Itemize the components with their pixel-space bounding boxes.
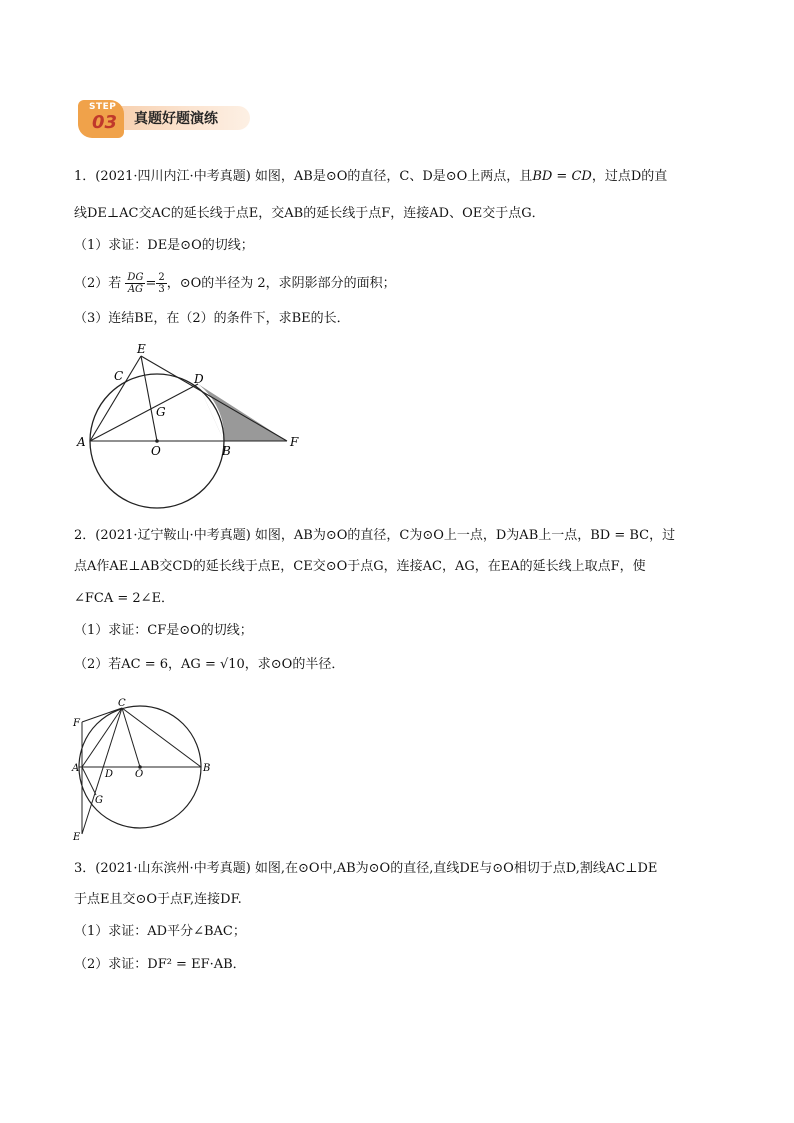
p2-label-b: B (203, 763, 211, 774)
p1-label-b: B (222, 444, 231, 458)
p1-frac-eq: = (145, 276, 157, 291)
p1-q2-prefix: （2）若 (74, 276, 122, 291)
p2-question1: （1）求证：CF是⊙O的切线； (74, 623, 253, 638)
p2-line-cb (122, 708, 201, 767)
p1-label-e: E (137, 342, 146, 356)
p1-line1-a: 1．(2021·四川内江·中考真题) 如图，AB是⊙O的直径，C、D是⊙O上两点，且 (74, 169, 533, 184)
p2-line1: 2．(2021·辽宁鞍山·中考真题) 如图，AB为⊙O的直径，C为⊙O上一点，D为AB上一点，BD = BC，过 (74, 528, 676, 543)
p2-label-d: D (105, 769, 114, 780)
p3-question1: （1）求证：AD平分∠BAC； (74, 924, 246, 939)
step-number: 03 (92, 112, 118, 133)
p2-figure (70, 695, 215, 845)
p2-line2: 点A作AE⊥AB交CD的延长线于点E，CE交⊙O于点G，连接AC，AG，在EA的延长线上取点F，使 (74, 559, 646, 574)
p1-arc-equality: BD = CD (532, 169, 592, 184)
p1-question2 (74, 272, 396, 295)
p1-line-oe (141, 356, 157, 441)
p1-frac2-den: 3 (158, 284, 165, 295)
p1-q2-suffix: ，⊙O的半径为 2，求阴影部分的面积； (166, 276, 396, 291)
step-label: STEP (89, 102, 117, 112)
p1-fraction-dg-ag (125, 272, 145, 295)
p2-line-ac (82, 708, 122, 767)
p2-label-o: O (135, 769, 144, 780)
p1-line-ad (90, 384, 198, 441)
p1-label-f: F (290, 435, 299, 449)
p1-fraction-2-3 (156, 272, 166, 295)
p1-frac-den: AG (127, 284, 144, 295)
p2-line-co (122, 708, 140, 767)
section-banner (78, 100, 250, 134)
p1-line1-c: ，过点D的直 (591, 169, 668, 184)
p1-center-dot (155, 439, 159, 443)
p2-label-a: A (72, 763, 80, 774)
p2-question2: （2）若AC = 6，AG = √10，求⊙O的半径． (74, 657, 345, 672)
p1-line1 (74, 168, 667, 186)
p2-line3: ∠FCA = 2∠E． (74, 591, 175, 606)
p2-label-c: C (118, 698, 126, 709)
p3-line1: 3．(2021·山东滨州·中考真题) 如图,在⊙O中,AB为⊙O的直径,直线DE与⊙O相切于点D,割线AC⊥DE (74, 861, 658, 876)
p1-label-c: C (114, 369, 124, 383)
p1-frac2-num: 2 (158, 272, 165, 283)
p2-label-f: F (73, 718, 80, 729)
p1-question3: （3）连结BE，在（2）的条件下，求BE的长． (74, 311, 350, 326)
p3-question2: （2）求证：DF² = EF·AB． (74, 957, 246, 972)
p1-line2: 线DE⊥AC交AC的延长线于点E，交AB的延长线于点F，连接AD、OE交于点G． (74, 206, 545, 221)
p1-figure (70, 335, 310, 515)
p1-label-g: G (156, 405, 166, 419)
p1-question1: （1）求证：DE是⊙O的切线； (74, 238, 254, 253)
p1-line-ef (141, 356, 287, 441)
section-title: 真题好题演练 (134, 111, 218, 127)
p3-line2: 于点E且交⊙O于点F,连接DF. (74, 892, 242, 907)
p1-label-a: A (77, 435, 86, 449)
p2-label-e: E (73, 832, 81, 843)
p1-label-o: O (151, 444, 161, 458)
p2-label-g: G (95, 795, 103, 806)
p1-label-d: D (194, 372, 204, 386)
p1-frac-num: DG (127, 272, 144, 283)
